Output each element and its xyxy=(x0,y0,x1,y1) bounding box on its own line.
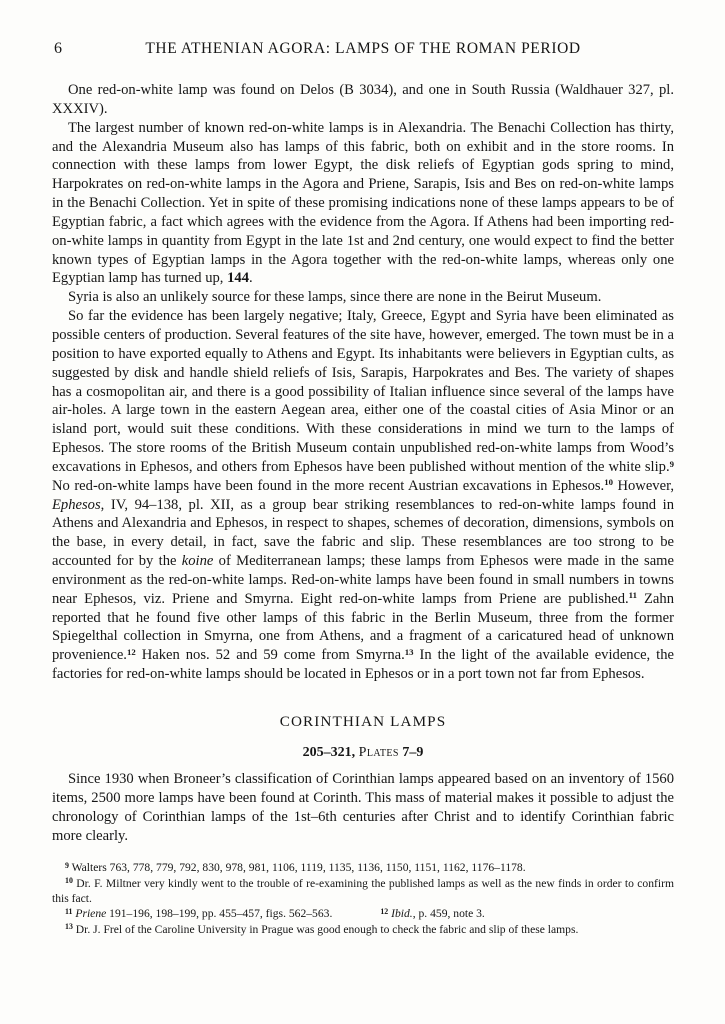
text-segment: , p. 459, note 3. xyxy=(412,907,485,921)
footnote-marker: 10 xyxy=(65,876,73,886)
text-segment: One red-on-white lamp was found on Delos (B 3034), and one in South Russia (Waldhauer 327, pl. XXXIV). xyxy=(52,82,674,117)
text-segment: Dr. F. Miltner very kindly went to the trouble of re-examining the published lamps as well as the new finds in order to confirm this fact. xyxy=(52,876,674,905)
page-header xyxy=(52,40,674,60)
text-segment: Dr. J. Frel of the Caroline University in Prague was good enough to check the fabric and slip of these lamps. xyxy=(72,922,579,936)
text-segment: . xyxy=(248,270,253,287)
footnote-marker: 10 xyxy=(604,477,613,488)
text-segment: 7–9 xyxy=(398,745,424,760)
footnote-marker: 13 xyxy=(65,922,73,932)
text-segment: Ephesos xyxy=(52,496,101,513)
text-segment: No red-on-white lamps have been found in the more recent Austrian excavations in Ephesos. xyxy=(52,477,605,494)
page-number: 6 xyxy=(54,40,62,57)
paragraph-corinthian-intro xyxy=(52,770,674,845)
footnote-9 xyxy=(52,860,674,875)
paragraph-alexandria xyxy=(52,119,674,289)
text-segment: The largest number of known red-on-white lamps is in Alexandria. The Benachi Collection has thirty, and the Alexandria Museum also has lamps of this fabric, both on exhibit and in the store rooms. In connection with these lamps from lower Egypt, the disk reliefs of Egyptian gods spring to mind, Harpokrates on red-on-white lamps in the Agora and Priene, Sarapis, Isis and Bes on red-on-white lamps in the Benachi Collection. Yet in spite of these promising indications none of these lamps appears to be of Egyptian fabric, a fact which agrees with the evidence from the Agora. If Athens had been importing red-on-white lamps in quantity from Egypt in the late 1st and 2nd century, one would expect to find the better known types of Egyptian lamps in the Agora together with the red-on-white lamps, whereas only one Egyptian lamp has turned up, xyxy=(52,119,674,287)
text-segment: Syria is also an unlikely source for these lamps, since there are none in the Beirut Museum. xyxy=(68,289,602,306)
running-title: THE ATHENIAN AGORA: LAMPS OF THE ROMAN PERIOD xyxy=(145,40,581,57)
body-text xyxy=(52,81,674,684)
text-segment: koine xyxy=(181,553,214,570)
text-segment: So far the evidence has been largely negative; Italy, Greece, Egypt and Syria have been eliminated as possible centers of production. Several features of the site have, however, emerged. The town must be in a position to have exported equally to Athens and Egypt. Its inhabitants were believers in Egyptian cults, as suggested by disk and handle shield reliefs of Isis, Sarapis, Harpokrates and Bes. The variety of shapes has a cosmopolitan air, and there is a good possibility of Italian influence since several of the lamps have air-holes. A large town in the eastern Aegean area, either one of the coastal cities of Asia Minor or an island port, would suit these conditions. With these considerations in mind we turn to the lamps of Ephesos. The store rooms of the British Museum contain unpublished red-on-white lamps from Wood’s excavations in Ephesos, and others from Ephesos have been published without mention of the white slip. xyxy=(52,308,674,475)
text-segment: In the light of the available evidence, the factories for red-on-white lamps should be located in Ephesos or in a port town not far from Ephesos. xyxy=(52,647,674,683)
text-segment: Since 1930 when Broneer’s classification of Corinthian lamps appeared based on an inventory of 1560 items, 2500 more lamps have been found at Corinth. This mass of material makes it possible to adjust the chronology of Corinthian lamps of the 1st–6th centuries after Christ and to identify Corinthian fabric more clearly. xyxy=(52,771,674,844)
book-page xyxy=(52,40,674,937)
text-segment: Zahn reported that he found five other lamps of this fabric in the Berlin Museum, three from the former Spiegelthal collection in Smyrna, one from Athens, and a fragment of a caricatured head of unknown provenience. xyxy=(52,590,674,664)
text-segment: However, xyxy=(612,477,674,494)
footnote-marker: 12 xyxy=(380,906,389,916)
footnote-marker: 13 xyxy=(404,647,414,658)
footnote-marker: 12 xyxy=(126,647,136,658)
footnote-11-12 xyxy=(52,906,674,921)
text-segment: of Mediterranean lamps; these lamps from Ephesos were made in the same environment as the red-on-white lamps. Red-on-white lamps have been found in small numbers in towns near Ephesos, viz. Priene and Smyrna. Eight red-on-white lamps from Priene are published. xyxy=(52,553,674,607)
footnote-marker: 11 xyxy=(628,590,637,601)
catalog-range-subheading xyxy=(52,745,674,761)
text-segment: Walters 763, 778, 779, 792, 830, 978, 981, 1106, 1119, 1135, 1136, 1150, 1151, 1162, 1176–1178. xyxy=(68,861,526,875)
text-segment: 144 xyxy=(227,270,249,287)
footnote-marker: 9 xyxy=(65,860,69,870)
section-heading: CORINTHIAN LAMPS xyxy=(279,713,447,730)
footnote-10 xyxy=(52,876,674,907)
text-segment: 205–321, xyxy=(302,745,359,760)
footnote-marker: 11 xyxy=(65,906,73,916)
catalog-range-line xyxy=(52,745,674,761)
section-body-text xyxy=(52,770,674,845)
footnote-13 xyxy=(52,922,674,937)
paragraph-syria xyxy=(52,288,674,307)
text-segment: 191–196, 198–199, pp. 455–457, figs. 562–563. xyxy=(106,907,333,921)
text-segment: Priene xyxy=(75,907,107,921)
text-segment: Plates xyxy=(358,745,399,760)
text-segment: , IV, 94–138, pl. XII, as a group bear striking resemblances to red-on-white lamps found in Athens and Alexandria and Ephesos, in respect to shapes, schemes of decoration, dimensions, symbols on the base, in every detail, in fact, save the fabric and slip. These resemblances are too strong to be accounted for by the xyxy=(52,496,674,570)
footnotes xyxy=(52,860,674,936)
paragraph-ephesos xyxy=(52,307,674,684)
footnote-marker: 9 xyxy=(669,458,674,469)
paragraph-delos xyxy=(52,81,674,119)
text-segment: Haken nos. 52 and 59 come from Smyrna. xyxy=(135,647,405,664)
text-segment: Ibid. xyxy=(391,907,413,921)
